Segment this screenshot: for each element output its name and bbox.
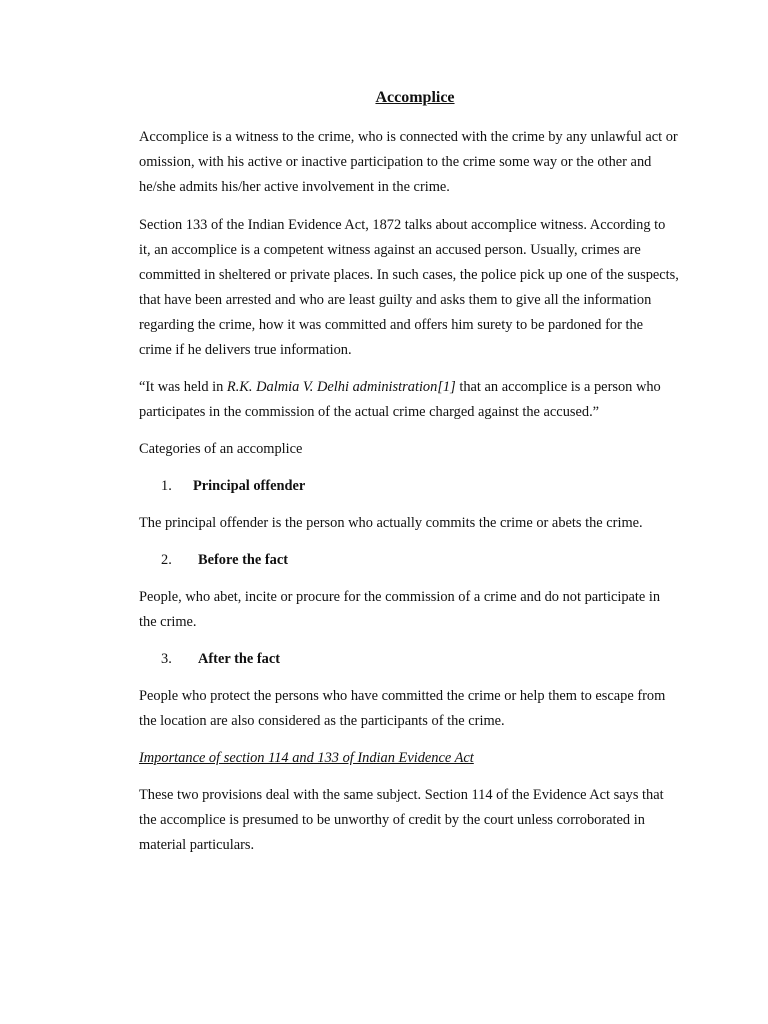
section-133-paragraph: Section 133 of the Indian Evidence Act, 1872 talks about accomplice witness. According to it, an accomplice is a competent witness against an accused person. Usually, crimes are committed in sheltered or private places. In such cases, the police pick up one of the suspects, that have been arrested and who are least guilty and asks them to give all the information regarding the crime, how it was committed and offers him surety to be pardoned for the crime if he delivers true information.: [139, 217, 679, 358]
definition-paragraph: Accomplice is a witness to the crime, who is connected with the crime by any unlawful act or omission, with his active or inactive participation to the crime some way or the other and he/she admits his/her active involvement in the crime.: [139, 129, 678, 195]
category-item-1-description: The principal offender is the person who actually commits the crime or abets the crime.: [139, 515, 643, 531]
categories-heading: Categories of an accomplice: [139, 441, 303, 457]
importance-heading: Importance of section 114 and 133 of Indian Evidence Act: [139, 750, 474, 766]
list-number: 1.: [161, 478, 172, 494]
category-label: Principal offender: [193, 478, 306, 494]
list-number: 2.: [161, 552, 172, 568]
category-item-2-description: People, who abet, incite or procure for the commission of a crime and do not participate in the crime.: [139, 589, 661, 630]
category-item-2-heading: [139, 548, 679, 573]
category-item-3-heading: [139, 647, 679, 672]
case-quote-paragraph: [139, 375, 679, 425]
list-number: 3.: [161, 651, 172, 667]
importance-paragraph: These two provisions deal with the same subject. Section 114 of the Evidence Act says that the accomplice is presumed to be unworthy of credit by the court unless corroborated in material particulars.: [139, 787, 664, 853]
case-citation: R.K. Dalmia V. Delhi administration[1]: [226, 379, 456, 395]
document-title: Accomplice: [375, 89, 455, 106]
category-item-3-description: People who protect the persons who have committed the crime or help them to escape from the location are also considered as the participants of the crime.: [139, 688, 666, 729]
document-body: [139, 86, 679, 870]
category-label: After the fact: [198, 651, 281, 667]
category-label: Before the fact: [198, 552, 289, 568]
category-item-1-heading: [139, 474, 679, 499]
quote-before: “It was held in: [139, 379, 227, 395]
quote-after: that an accomplice is a person who participates in the commission of the actual crime charged against the accused.”: [139, 379, 661, 420]
